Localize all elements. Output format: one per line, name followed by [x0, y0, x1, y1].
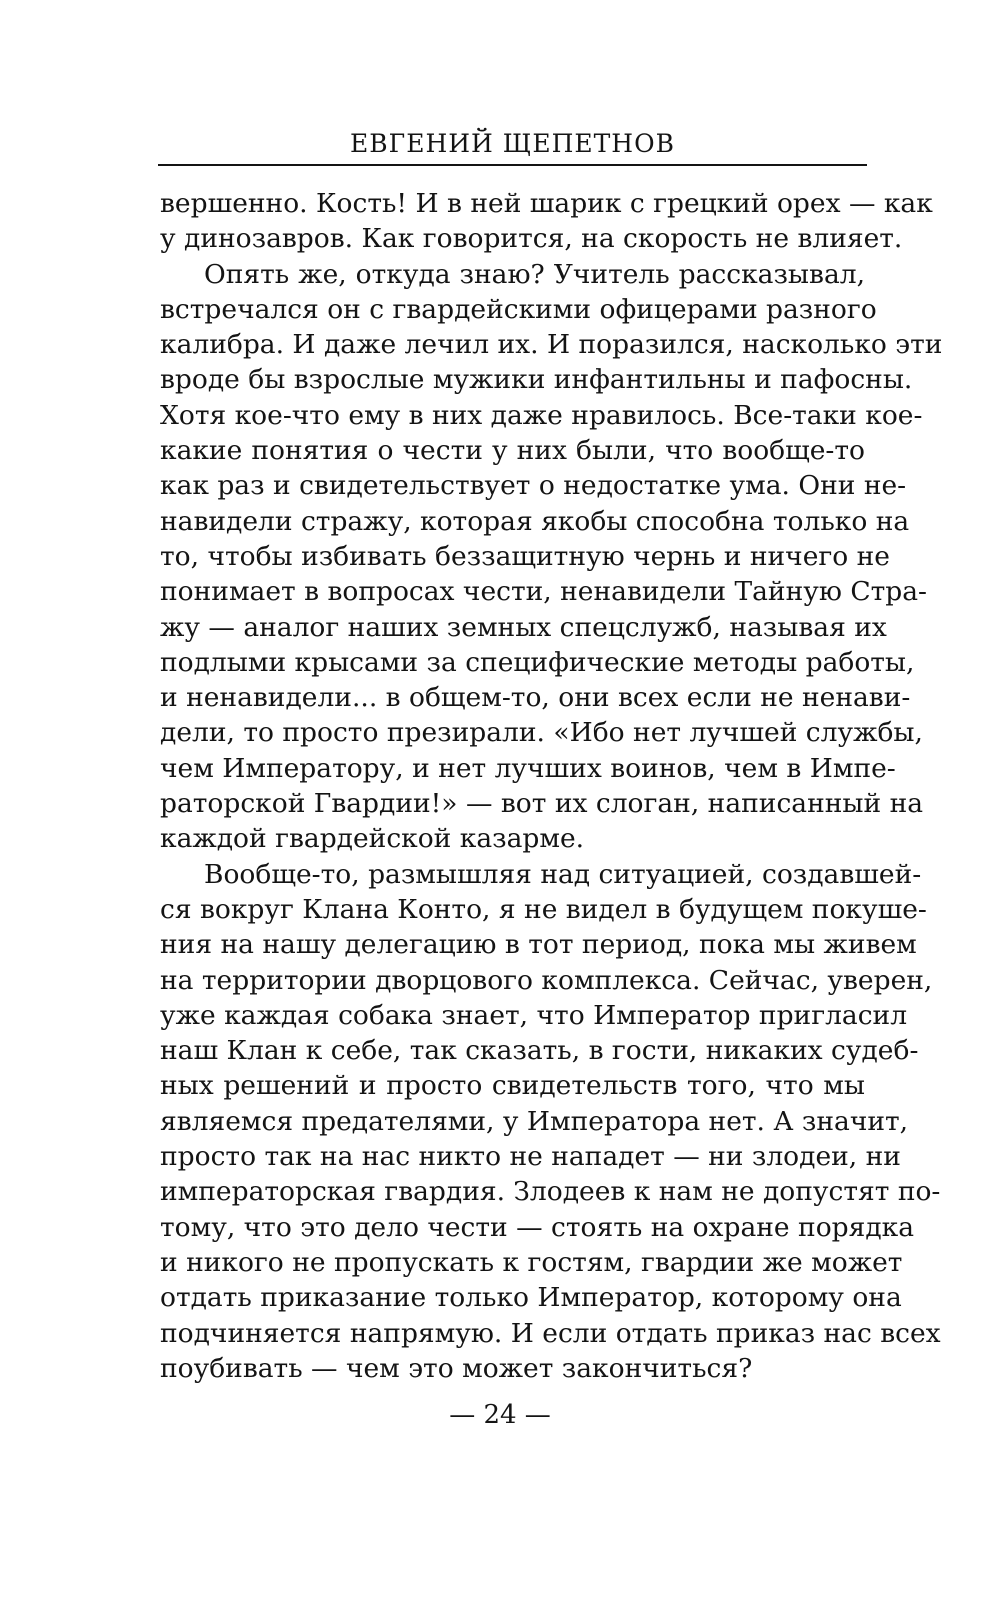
page-number: — 24 — [449, 1400, 551, 1430]
text-line: вершенно. Кость! И в ней шарик с грецкий орех — как [160, 188, 933, 219]
text-line: встречался он с гвардейскими офицерами разного [160, 293, 877, 325]
text-line: тому, что это дело чести — стоять на охране порядка [160, 1211, 915, 1243]
text-line: просто так на нас никто не нападет — ни злодеи, ни [160, 1141, 901, 1173]
text-line: вроде бы взрослые мужики инфантильны и пафосны. [160, 364, 913, 396]
body-text [160, 186, 943, 1386]
text-line: и никого не пропускать к гостям, гвардии же может [160, 1246, 903, 1278]
text-line: понимает в вопросах чести, ненавидели Тайную Стра- [160, 576, 927, 608]
text-line: чем Императору, и нет лучших воинов, чем в Импе- [160, 752, 896, 784]
text-line: раторской Гвардии!» — вот их слоган, написанный на [160, 788, 924, 820]
text-line: уже каждая собака знает, что Император пригласил [160, 999, 908, 1031]
running-header-author: ЕВГЕНИЙ ЩЕПЕТНОВ [350, 129, 675, 158]
text-line: подлыми крысами за специфические методы работы, [160, 646, 915, 678]
text-line: подчиняется напрямую. И если отдать приказ нас всех [160, 1317, 941, 1349]
text-line: поубивать — чем это может закончиться? [160, 1352, 753, 1384]
text-line: ния на нашу делегацию в тот период, пока мы живем [160, 929, 917, 961]
text-line: калибра. И даже лечил их. И поразился, насколько эти [160, 329, 943, 361]
text-line: являемся предателями, у Императора нет. А значит, [160, 1105, 909, 1137]
text-line: ных решений и просто свидетельств того, что мы [160, 1070, 865, 1102]
text-line: Опять же, откуда знаю? Учитель рассказывал, [204, 258, 865, 290]
text-line: у динозавров. Как говорится, на скорость не влияет. [160, 223, 903, 255]
text-line: Хотя кое-что ему в них даже нравилось. Все-таки кое- [160, 399, 923, 431]
text-line: какие понятия о чести у них были, что вообще-то [160, 435, 865, 467]
text-line: то, чтобы избивать беззащитную чернь и ничего не [160, 540, 890, 572]
text-line: императорская гвардия. Злодеев к нам не допустят по- [160, 1176, 941, 1208]
text-line: на территории дворцового комплекса. Сейчас, уверен, [160, 964, 933, 996]
text-line: жу — аналог наших земных спецслужб, называя их [160, 611, 887, 643]
text-line: наш Клан к себе, так сказать, в гости, никаких судеб- [160, 1035, 919, 1067]
text-line: как раз и свидетельствует о недостатке ума. Они не- [160, 470, 907, 502]
text-line: ся вокруг Клана Конто, я не видел в будущем покуше- [160, 893, 927, 925]
text-line: Вообще-то, размышляя над ситуацией, создавшей- [204, 858, 922, 890]
text-line: каждой гвардейской казарме. [160, 823, 585, 855]
header-rule [158, 164, 867, 166]
text-line: навидели стражу, которая якобы способна только на [160, 505, 910, 537]
text-line: отдать приказание только Император, которому она [160, 1282, 902, 1314]
text-line: дели, то просто презирали. «Ибо нет лучшей службы, [160, 717, 923, 749]
text-line: и ненавидели... в общем-то, они всех если не ненави- [160, 682, 911, 714]
